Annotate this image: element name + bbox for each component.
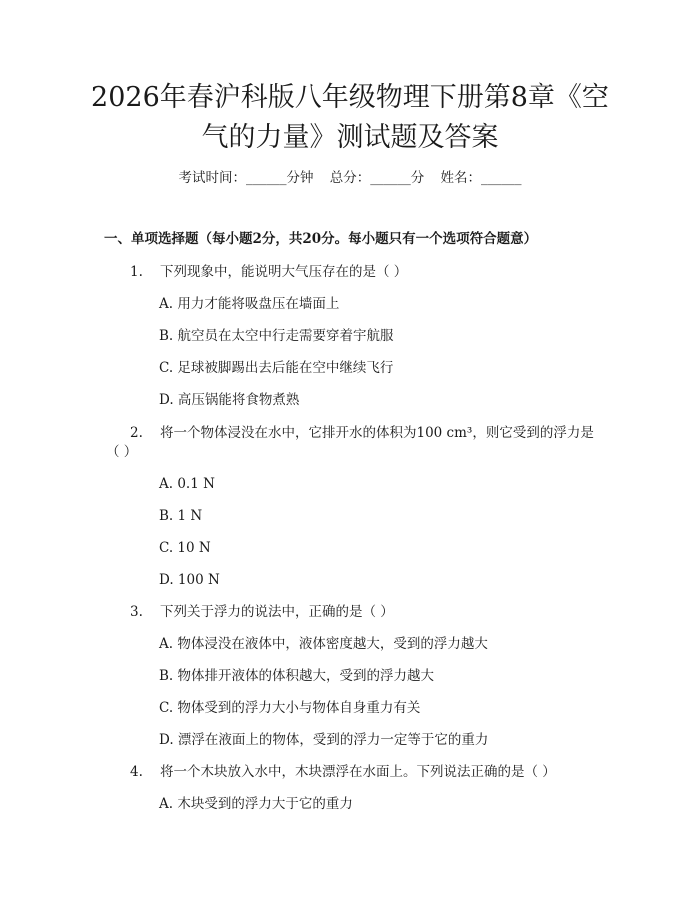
option-2a: A. 0.1 N [159,476,215,492]
option-1a: A. 用力才能将吸盘压在墙面上 [159,296,340,312]
option-3b: B. 物体排开液体的体积越大，受到的浮力越大 [159,668,435,684]
question-text: 将一个物体浸没在水中，它排开水的体积为100 cm³，则它受到的浮力是 [160,425,594,441]
option-2d: D. 100 N [159,572,220,588]
question-number: 2. [130,425,143,441]
question-number: 3. [130,604,143,620]
exam-time: 考试时间：______分钟 [178,170,314,186]
document-title [0,78,700,158]
section-heading: 一、单项选择题（每小题2分，共20分。每小题只有一个选项符合题意） [104,231,538,247]
option-2b: B. 1 N [159,508,203,524]
question-number: 4. [130,764,143,780]
exam-name: 姓名：______ [440,170,522,186]
question-text: 下列关于浮力的说法中，正确的是（ ） [160,604,394,620]
question-number: 1. [130,264,143,280]
question-text: 将一个木块放入水中，木块漂浮在水面上。下列说法正确的是（ ） [160,764,556,780]
option-3c: C. 物体受到的浮力大小与物体自身重力有关 [159,700,421,716]
title-line-2: 气的力量》测试题及答案 [201,122,499,153]
question-text: 下列现象中，能说明大气压存在的是（ ） [160,264,408,280]
option-2c: C. 10 N [159,540,211,556]
option-3a: A. 物体浸没在液体中，液体密度越大，受到的浮力越大 [159,636,488,652]
option-1c: C. 足球被脚踢出去后能在空中继续飞行 [159,360,394,376]
option-4a: A. 木块受到的浮力大于它的重力 [159,796,353,812]
title-line-1: 2026年春沪科版八年级物理下册第8章《空 [91,82,609,113]
exam-score: 总分：______分 [329,170,425,186]
option-1d: D. 高压锅能将食物煮熟 [159,392,300,408]
exam-info [0,168,700,188]
option-3d: D. 漂浮在液面上的物体，受到的浮力一定等于它的重力 [159,732,489,748]
question-text-continued: （ ） [106,444,138,460]
option-1b: B. 航空员在太空中行走需要穿着宇航服 [159,328,394,344]
